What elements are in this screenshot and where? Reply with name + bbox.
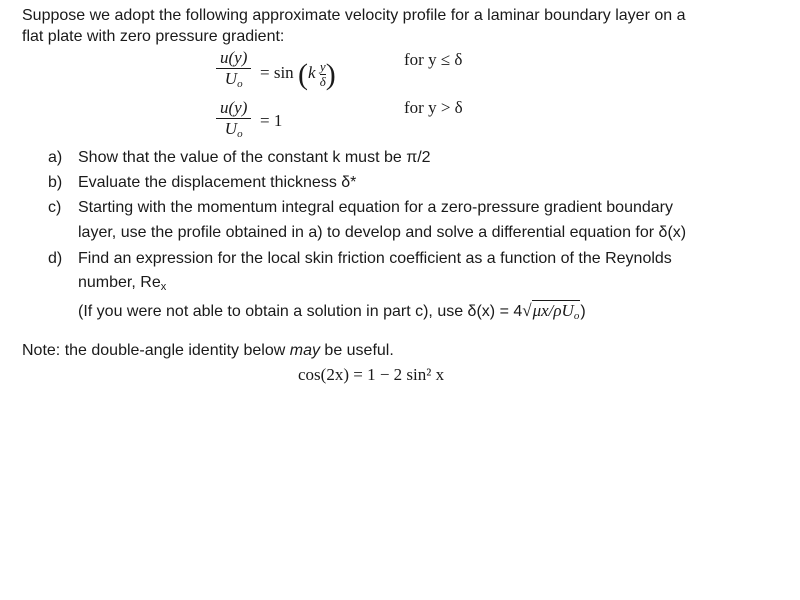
eq1-condition: for y ≤ δ: [404, 50, 463, 69]
part-d-text-2: number, Rex: [78, 274, 167, 293]
intro-line-1: Suppose we adopt the following approximate velocity profile for a laminar boundary layer on a: [22, 7, 686, 24]
part-b-label: b): [48, 174, 63, 191]
note-emphasis: may: [289, 342, 320, 359]
eq1-numerator: u(y): [220, 48, 248, 67]
eq1-lhs-fraction: u(y) Uo: [216, 48, 251, 94]
hint-text: (If you were not able to obtain a solution in part c), use δ(x) = 4√μx/ρUo): [78, 301, 586, 322]
double-angle-identity: cos(2x) = 1 − 2 sin² x: [298, 365, 445, 384]
eq1-inner-fraction: $\frac{y}{\delta}$: [319, 58, 326, 89]
part-a-text: Show that the value of the constant k must be π/2: [78, 149, 431, 166]
part-a-label: a): [48, 149, 63, 166]
part-c-text-2: layer, use the profile obtained in a) to develop and solve a differential equation for δ(x): [78, 224, 687, 241]
eq1-sin: = sin: [260, 63, 294, 82]
eq1-rhs: = sin (k $\frac{y}{\delta}$ ): [260, 58, 336, 91]
part-d-text-1: Find an expression for the local skin friction coefficient as a function of the Reynolds: [78, 250, 672, 267]
part-d-label: d): [48, 250, 63, 267]
intro-line-2: flat plate with zero pressure gradient:: [22, 28, 285, 45]
part-c-label: c): [48, 199, 62, 216]
hint-sqrt-content: μx/ρUo: [532, 301, 580, 322]
hint-suffix: ): [580, 303, 586, 320]
eq2-rhs: = 1: [260, 111, 283, 130]
eq1-k: k: [307, 63, 316, 82]
reynolds-subscript: x: [160, 281, 167, 293]
eq2-denominator: U: [224, 119, 238, 138]
hint-prefix: (If you were not able to obtain a solution in part c), use δ(x) = 4: [78, 303, 523, 320]
part-b-text: Evaluate the displacement thickness δ*: [78, 174, 357, 191]
eq2-condition: for y > δ: [404, 98, 463, 117]
eq2-numerator: u(y): [220, 98, 248, 117]
eq1-denominator: U: [224, 69, 238, 88]
part-c-text-1: Starting with the momentum integral equation for a zero-pressure gradient boundary: [78, 199, 673, 216]
eq2-lhs-fraction: u(y) Uo: [216, 98, 251, 144]
note-text: Note: the double-angle identity below may be useful.: [22, 342, 394, 359]
